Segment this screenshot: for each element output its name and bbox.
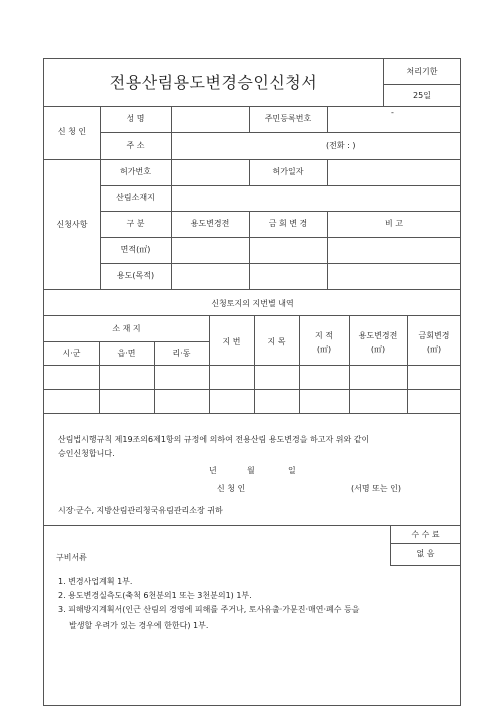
forest-location-field[interactable] xyxy=(172,186,461,211)
divider xyxy=(44,315,461,316)
fee-label: 수 수 료 xyxy=(411,530,440,539)
addressee: 시장·군수, 지방산림관리청국유림관리소장 귀하 xyxy=(58,506,223,515)
month-label: 월 xyxy=(247,466,255,475)
required-doc-item: 2. 용도변경실측도(축척 6천분의1 또는 3천분의1) 1부. xyxy=(58,591,252,600)
permit-date-field[interactable] xyxy=(328,160,461,185)
divider xyxy=(390,565,461,566)
before-change-col: 용도변경전 xyxy=(358,331,398,340)
application-form xyxy=(43,58,461,706)
purpose-before-field[interactable] xyxy=(172,264,249,289)
divider xyxy=(44,525,461,526)
permit-number-label: 허가번호 xyxy=(120,167,151,176)
area-remarks-field[interactable] xyxy=(328,238,461,263)
year-label: 년 xyxy=(209,466,217,475)
phone-label: (전화 : ) xyxy=(326,141,356,150)
parcel-row[interactable] xyxy=(44,390,461,412)
resident-id-label: 주민등록번호 xyxy=(264,114,312,123)
divider xyxy=(100,211,461,212)
fee-value: 없 음 xyxy=(416,549,435,558)
ridong-header: 리·동 xyxy=(172,349,191,358)
land-area-header: 지 적 xyxy=(315,331,333,340)
forest-location-label: 산림소재지 xyxy=(116,193,155,202)
required-doc-item: 3. 피해방지계획서(인근 산림의 경영에 피해를 주거나, 토사유출·가문진·매연·폐수 등을 xyxy=(58,605,360,614)
this-change-header: 금 회 변 경 xyxy=(268,219,308,228)
before-change-header: 용도변경전 xyxy=(190,219,230,228)
address-label: 주 소 xyxy=(126,141,145,150)
processing-period-label: 처리기한 xyxy=(406,67,438,76)
divider xyxy=(383,84,461,85)
purpose-change-field[interactable] xyxy=(250,264,327,289)
signature-placeholder: (서명 또는 인) xyxy=(351,484,401,493)
applicant-section-label: 신 청 인 xyxy=(57,127,87,136)
day-label: 일 xyxy=(288,466,296,475)
land-area-unit: (㎡) xyxy=(316,345,332,354)
jibun-header: 지 번 xyxy=(222,337,241,346)
applicant-sign-label: 신 청 인 xyxy=(217,484,246,493)
this-change-col: 금회변경 xyxy=(418,331,450,340)
address-field[interactable] xyxy=(172,133,461,159)
name-field[interactable] xyxy=(172,107,249,132)
area-change-field[interactable] xyxy=(250,238,327,263)
required-doc-item: 1. 변경사업계획 1부. xyxy=(58,577,133,586)
declaration-text: 산림법시행규칙 제19조의6제1항의 규정에 의하여 전용산림 용도변경을 하고자 위와 같이 xyxy=(58,435,370,444)
parcel-table-title: 신청토지의 지번별 내역 xyxy=(211,299,294,308)
permit-number-field[interactable] xyxy=(172,160,249,185)
name-label: 성 명 xyxy=(126,114,145,123)
sigun-header: 시·군 xyxy=(62,349,81,358)
processing-period-value: 25일 xyxy=(413,91,431,100)
divider xyxy=(44,413,461,414)
permit-date-label: 허가일자 xyxy=(272,167,304,176)
resident-id-separator: - xyxy=(391,108,394,117)
application-section-label: 신청사항 xyxy=(56,220,88,229)
this-change-unit: (㎡) xyxy=(426,345,442,354)
remarks-header: 비 고 xyxy=(385,219,403,228)
purpose-remarks-field[interactable] xyxy=(328,264,461,289)
divider xyxy=(44,289,461,290)
class-header: 구 분 xyxy=(126,219,145,228)
eupmyeon-header: 읍·면 xyxy=(117,349,136,358)
required-doc-item-cont: 발생할 우려가 있는 경우에 한한다) 1부. xyxy=(69,621,209,630)
divider xyxy=(390,543,461,544)
jimok-header: 지 목 xyxy=(267,337,286,346)
location-header: 소 재 지 xyxy=(112,324,141,333)
before-change-unit: (㎡) xyxy=(370,345,386,354)
area-label: 면적(㎡) xyxy=(120,245,151,254)
required-docs-title: 구비서류 xyxy=(56,553,87,562)
parcel-row[interactable] xyxy=(44,366,461,388)
area-before-field[interactable] xyxy=(172,238,249,263)
purpose-label: 용도(목적) xyxy=(116,271,155,280)
divider xyxy=(44,341,209,342)
resident-id-field[interactable] xyxy=(328,107,461,132)
form-title: 전용산림용도변경승인신청서 xyxy=(109,73,318,92)
declaration-text-cont: 승인신청합니다. xyxy=(58,449,115,458)
